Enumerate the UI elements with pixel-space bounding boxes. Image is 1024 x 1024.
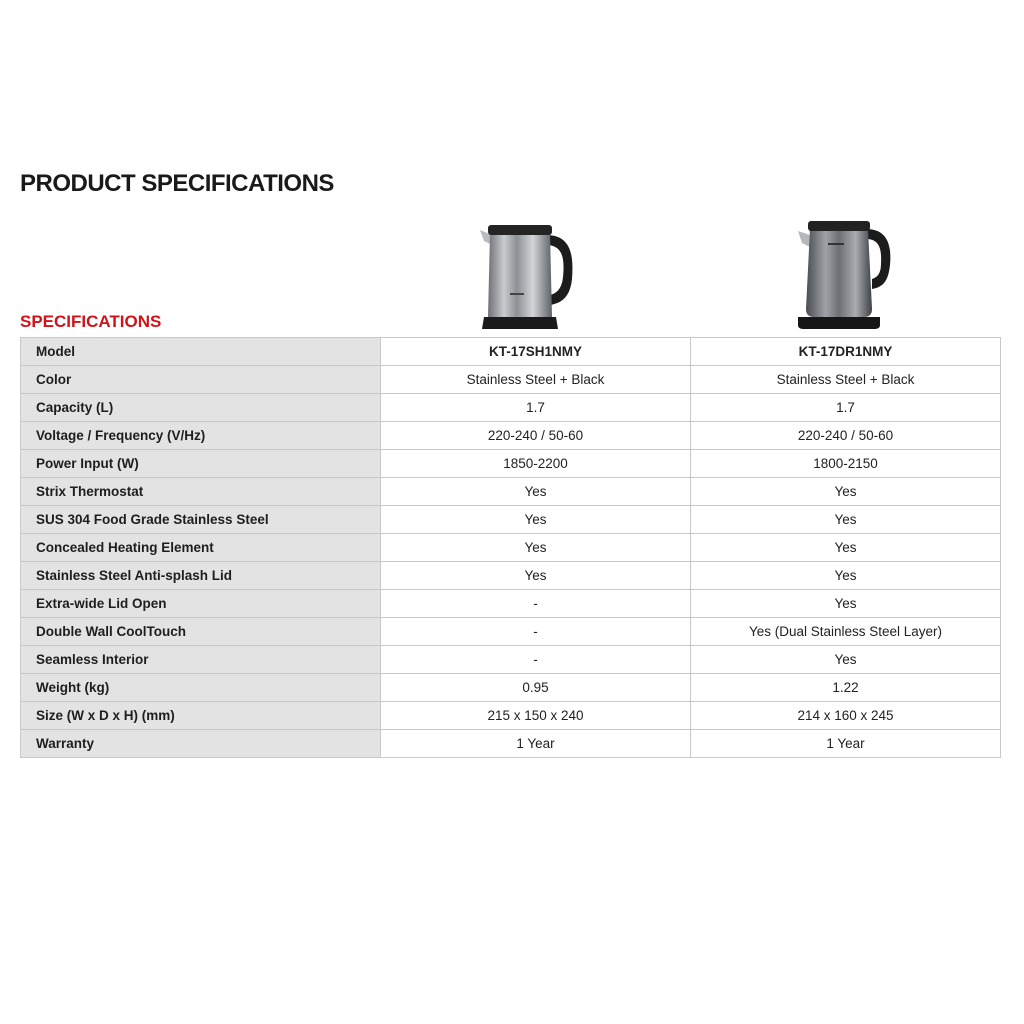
product-2-value: Yes: [691, 478, 1001, 506]
table-row: [21, 366, 1001, 394]
table-row: [21, 394, 1001, 422]
product-1-value: -: [381, 646, 691, 674]
product-1-value: Yes: [381, 506, 691, 534]
product-2-value: Yes: [691, 562, 1001, 590]
product-2-value: 220-240 / 50-60: [691, 422, 1001, 450]
product-1-value: 215 x 150 x 240: [381, 702, 691, 730]
product-1-value: Yes: [381, 478, 691, 506]
table-row: [21, 730, 1001, 758]
product-1-value: Stainless Steel + Black: [381, 366, 691, 394]
product-1-value: 1850-2200: [381, 450, 691, 478]
product-1-value: 0.95: [381, 674, 691, 702]
row-label: Seamless Interior: [21, 646, 381, 674]
row-label: Model: [21, 338, 381, 366]
table-row: [21, 674, 1001, 702]
table-row: [21, 562, 1001, 590]
product-2-value: 1.7: [691, 394, 1001, 422]
row-label: Voltage / Frequency (V/Hz): [21, 422, 381, 450]
product-2-value: Yes: [691, 506, 1001, 534]
row-label: Weight (kg): [21, 674, 381, 702]
product-1-value: 1 Year: [381, 730, 691, 758]
row-label: Size (W x D x H) (mm): [21, 702, 381, 730]
table-row: [21, 534, 1001, 562]
table-row: [21, 506, 1001, 534]
table-row: [21, 338, 1001, 366]
product-2-value: 1.22: [691, 674, 1001, 702]
row-label: Concealed Heating Element: [21, 534, 381, 562]
row-label: Capacity (L): [21, 394, 381, 422]
row-label: Strix Thermostat: [21, 478, 381, 506]
row-label: SUS 304 Food Grade Stainless Steel: [21, 506, 381, 534]
row-label: Stainless Steel Anti-splash Lid: [21, 562, 381, 590]
product-1-value: -: [381, 618, 691, 646]
product-2-value: Stainless Steel + Black: [691, 366, 1001, 394]
product-1-value: Yes: [381, 534, 691, 562]
product-2-value: Yes: [691, 534, 1001, 562]
product-2-value: Yes: [691, 590, 1001, 618]
row-label: Color: [21, 366, 381, 394]
product-2-value: 1 Year: [691, 730, 1001, 758]
product-1-value: 220-240 / 50-60: [381, 422, 691, 450]
table-row: [21, 590, 1001, 618]
product-2-value: 214 x 160 x 245: [691, 702, 1001, 730]
table-row: [21, 702, 1001, 730]
product-1-value: 1.7: [381, 394, 691, 422]
row-label: Warranty: [21, 730, 381, 758]
product-2-value: Yes (Dual Stainless Steel Layer): [691, 618, 1001, 646]
page-title: PRODUCT SPECIFICATIONS: [20, 170, 334, 197]
row-label: Power Input (W): [21, 450, 381, 478]
row-label: Double Wall CoolTouch: [21, 618, 381, 646]
product-1-value: Yes: [381, 562, 691, 590]
product-2-value: 1800-2150: [691, 450, 1001, 478]
product-1-value: KT-17SH1NMY: [381, 338, 691, 366]
table-row: [21, 618, 1001, 646]
table-row: [21, 478, 1001, 506]
table-row: [21, 422, 1001, 450]
kettle-dark-stainless-icon: [788, 213, 898, 333]
table-row: [21, 646, 1001, 674]
row-label: Extra-wide Lid Open: [21, 590, 381, 618]
product-2-value: Yes: [691, 646, 1001, 674]
kettle-stainless-icon: [470, 213, 580, 333]
specifications-table: [20, 337, 1001, 758]
product-1-value: -: [381, 590, 691, 618]
product-2-value: KT-17DR1NMY: [691, 338, 1001, 366]
table-row: [21, 450, 1001, 478]
section-title: SPECIFICATIONS: [20, 312, 162, 331]
